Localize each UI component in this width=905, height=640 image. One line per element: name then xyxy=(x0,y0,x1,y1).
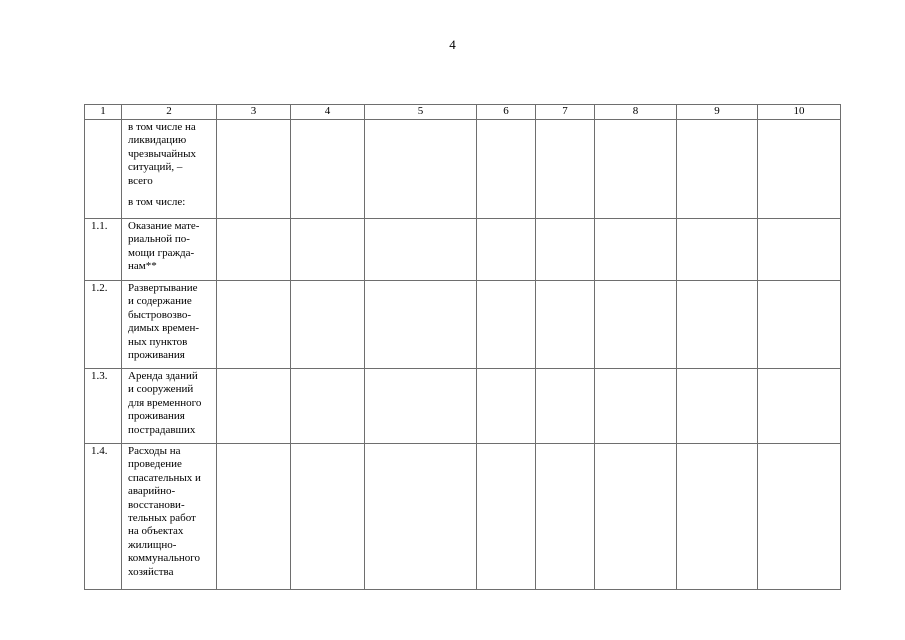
table-cell xyxy=(758,219,841,281)
table-cell xyxy=(758,281,841,369)
column-header: 1 xyxy=(85,105,122,120)
table-cell xyxy=(365,281,477,369)
table-row xyxy=(85,219,841,281)
table-cell xyxy=(677,444,758,590)
table-cell xyxy=(365,369,477,444)
table-cell xyxy=(595,444,677,590)
column-header: 5 xyxy=(365,105,477,120)
column-header: 4 xyxy=(291,105,365,120)
data-table xyxy=(84,104,841,590)
table-cell xyxy=(677,219,758,281)
header-row xyxy=(85,105,841,120)
table-cell xyxy=(536,219,595,281)
table-cell xyxy=(365,444,477,590)
row-number: 1.2. xyxy=(85,281,122,369)
column-header: 2 xyxy=(122,105,217,120)
table-row xyxy=(85,120,841,219)
row-number xyxy=(85,120,122,219)
table-cell xyxy=(365,219,477,281)
table-cell xyxy=(595,281,677,369)
table-cell xyxy=(291,444,365,590)
column-header: 3 xyxy=(217,105,291,120)
row-number: 1.4. xyxy=(85,444,122,590)
row-label: Развертывание и содержание быстровозво- димых времен- ных пунктов проживания xyxy=(122,281,217,369)
table-cell xyxy=(217,219,291,281)
table-cell xyxy=(291,219,365,281)
table-cell xyxy=(758,369,841,444)
table-cell xyxy=(677,120,758,219)
page-number: 4 xyxy=(449,37,456,52)
column-header: 10 xyxy=(758,105,841,120)
table-cell xyxy=(595,219,677,281)
row-label xyxy=(122,120,217,219)
table-cell xyxy=(291,369,365,444)
table-cell xyxy=(758,120,841,219)
table-cell xyxy=(365,120,477,219)
table-row xyxy=(85,369,841,444)
column-header: 7 xyxy=(536,105,595,120)
row-label-text: в том числе на ликвидацию чрезвычайных ситуаций, – всего xyxy=(128,121,197,187)
row-label: Оказание мате- риальной по- мощи гражда- нам** xyxy=(122,219,217,281)
table-cell xyxy=(477,281,536,369)
table-cell xyxy=(477,120,536,219)
table-cell xyxy=(217,369,291,444)
table-cell xyxy=(536,281,595,369)
row-label: Расходы на проведение спасательных и аварийно- восстанови- тельных работ на объектах жилищно- коммунального хозяйства xyxy=(122,444,217,590)
table-cell xyxy=(677,281,758,369)
row-label: Аренда зданий и сооружений для временного проживания пострадавших xyxy=(122,369,217,444)
table-cell xyxy=(217,120,291,219)
table-cell xyxy=(477,369,536,444)
table-row xyxy=(85,281,841,369)
table-cell xyxy=(758,444,841,590)
table-cell xyxy=(536,120,595,219)
row-number: 1.1. xyxy=(85,219,122,281)
table-cell xyxy=(536,444,595,590)
column-header: 8 xyxy=(595,105,677,120)
table-cell xyxy=(477,444,536,590)
table-cell xyxy=(536,369,595,444)
column-header: 6 xyxy=(477,105,536,120)
table-cell xyxy=(595,369,677,444)
table-cell xyxy=(217,444,291,590)
table-cell xyxy=(595,120,677,219)
table-cell xyxy=(217,281,291,369)
table-cell xyxy=(477,219,536,281)
table-cell xyxy=(677,369,758,444)
column-header: 9 xyxy=(677,105,758,120)
table-cell xyxy=(291,281,365,369)
row-number: 1.3. xyxy=(85,369,122,444)
table-row xyxy=(85,444,841,590)
row-sublabel: в том числе: xyxy=(128,196,186,209)
table-cell xyxy=(291,120,365,219)
